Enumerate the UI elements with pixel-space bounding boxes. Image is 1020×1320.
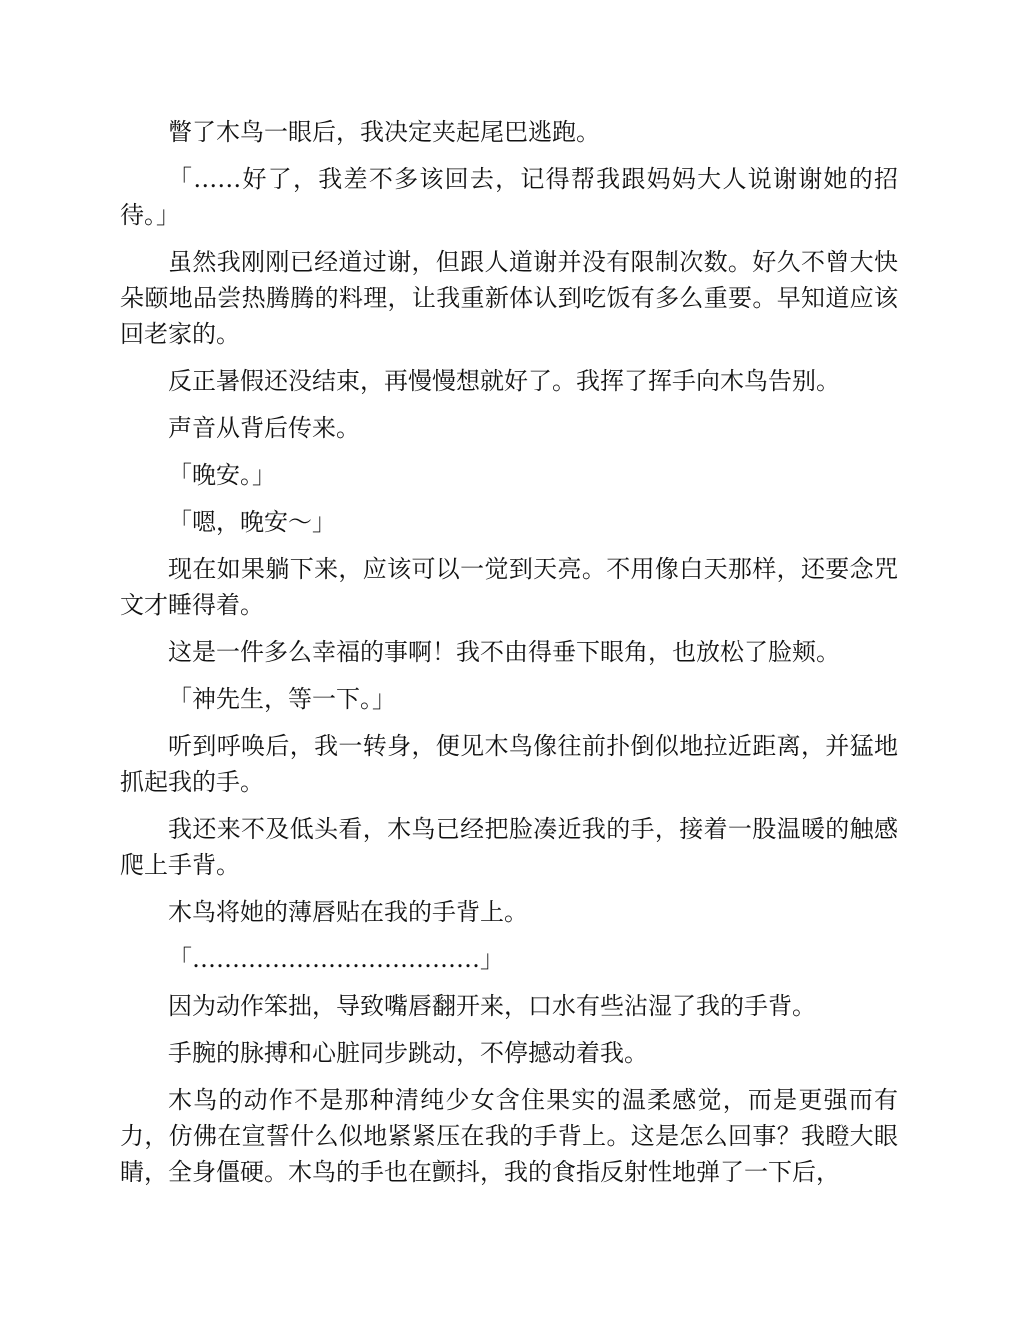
paragraph: 听到呼唤后，我一转身，便见木鸟像往前扑倒似地拉近距离，并猛地抓起我的手。 — [120, 732, 898, 796]
paragraph: 「神先生，等一下。」 — [168, 685, 396, 713]
paragraph: 木鸟将她的薄唇贴在我的手背上。 — [168, 898, 528, 926]
paragraph: 「………………………………」 — [168, 945, 504, 973]
paragraph: 「嗯，晚安～」 — [168, 508, 336, 536]
paragraph: 反正暑假还没结束，再慢慢想就好了。我挥了挥手向木鸟告别。 — [168, 367, 840, 395]
paragraph: 虽然我刚刚已经道过谢，但跟人道谢并没有限制次数。好久不曾大快朵颐地品尝热腾腾的料理，让我重新体认到吃饭有多么重要。早知道应该回老家的。 — [120, 248, 898, 348]
document-page — [120, 114, 898, 1201]
paragraph: 现在如果躺下来，应该可以一觉到天亮。不用像白天那样，还要念咒文才睡得着。 — [120, 555, 898, 619]
paragraph: 因为动作笨拙，导致嘴唇翻开来，口水有些沾湿了我的手背。 — [168, 992, 816, 1020]
paragraph: 「晚安。」 — [168, 461, 276, 489]
paragraph: 我还来不及低头看，木鸟已经把脸凑近我的手，接着一股温暖的触感爬上手背。 — [120, 815, 898, 879]
paragraph: 声音从背后传来。 — [168, 414, 360, 442]
paragraph: 「……好了，我差不多该回去，记得帮我跟妈妈大人说谢谢她的招待。」 — [120, 165, 898, 229]
paragraph: 瞥了木鸟一眼后，我决定夹起尾巴逃跑。 — [168, 118, 600, 146]
paragraph: 这是一件多么幸福的事啊！我不由得垂下眼角，也放松了脸颊。 — [168, 638, 840, 666]
paragraph: 手腕的脉搏和心脏同步跳动，不停撼动着我。 — [168, 1039, 648, 1067]
paragraph: 木鸟的动作不是那种清纯少女含住果实的温柔感觉，而是更强而有力，仿佛在宣誓什么似地紧紧压在我的手背上。这是怎么回事？我瞪大眼睛，全身僵硬。木鸟的手也在颤抖，我的食指反射性地弹了一下后， — [120, 1086, 898, 1186]
